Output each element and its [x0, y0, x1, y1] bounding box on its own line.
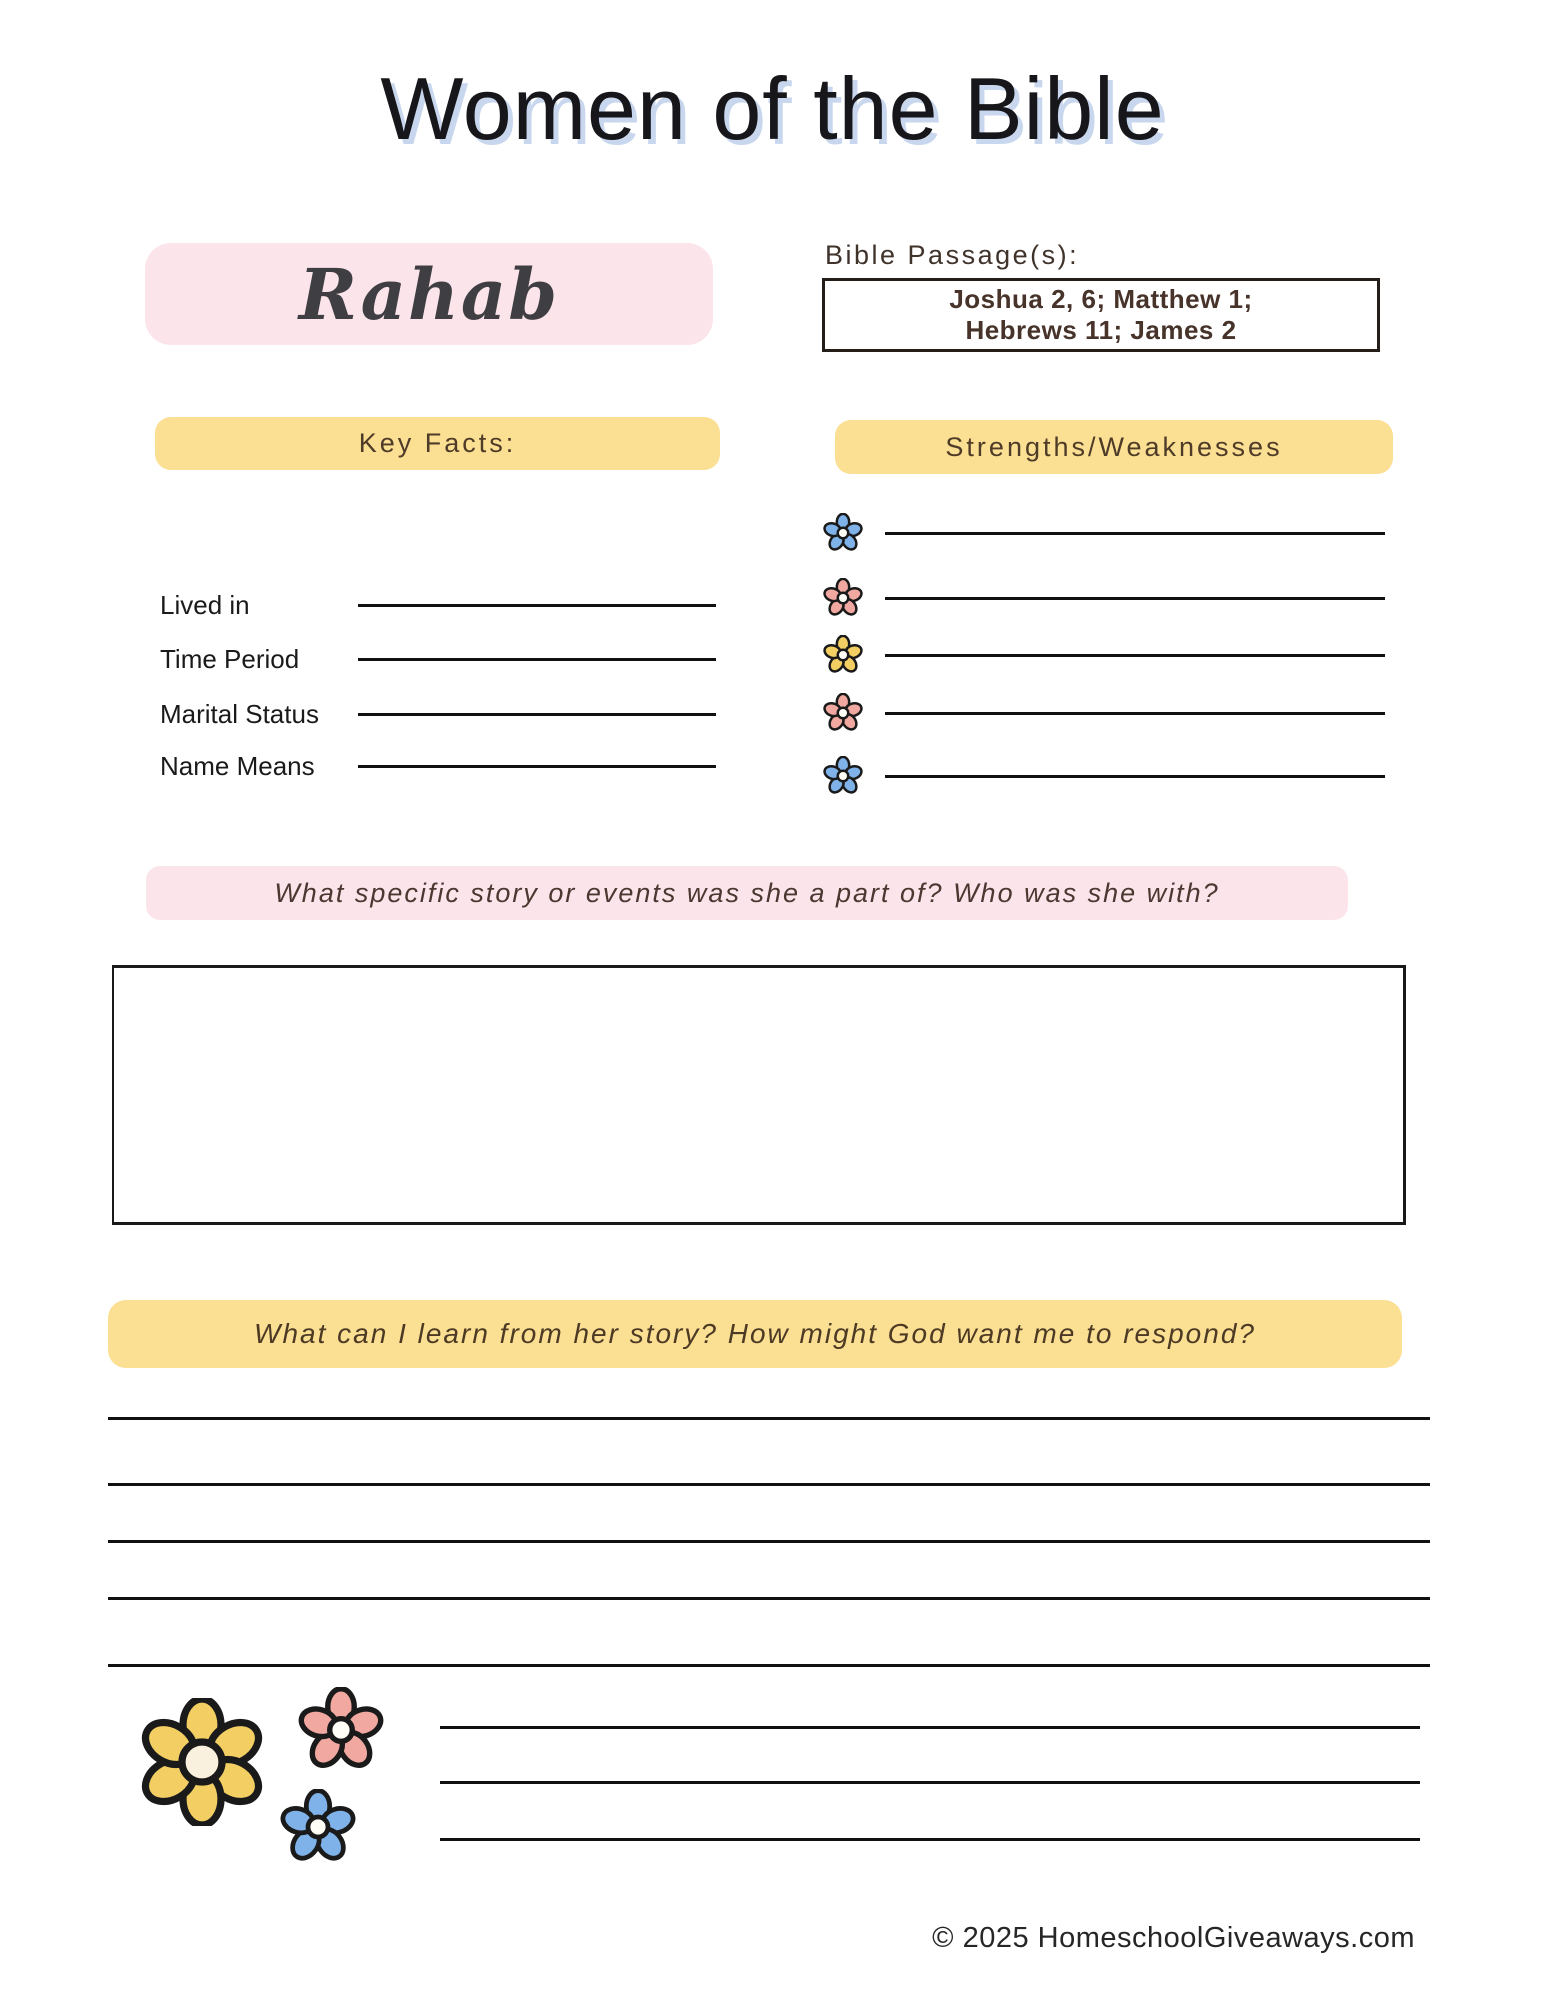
key-facts-row — [160, 637, 716, 681]
strengths-row — [823, 576, 1385, 620]
bible-passages-box — [822, 278, 1380, 352]
strengths-blank-line[interactable] — [885, 532, 1385, 535]
strengths-row — [823, 754, 1385, 798]
key-facts-heading-banner — [155, 417, 720, 470]
strengths-blank-line[interactable] — [885, 775, 1385, 778]
blue-flower-icon — [823, 513, 863, 553]
key-facts-label: Marital Status — [160, 698, 319, 729]
yellow-flower-icon — [823, 635, 863, 675]
woman-name: Rahab — [298, 252, 560, 336]
key-facts-row — [160, 692, 716, 736]
bible-passages-line1: Joshua 2, 6; Matthew 1; — [949, 284, 1253, 315]
key-facts-blank-line[interactable] — [358, 658, 716, 661]
name-banner — [145, 243, 713, 345]
strengths-blank-line[interactable] — [885, 654, 1385, 657]
blue-flower-icon — [280, 1789, 356, 1865]
key-facts-label: Name Means — [160, 750, 315, 781]
bible-passages-line2: Hebrews 11; James 2 — [965, 315, 1237, 345]
strengths-row — [823, 511, 1385, 555]
yellow-flower-icon — [138, 1698, 266, 1826]
reflection-prompt: What can I learn from her story? How might God want me to respond? — [254, 1318, 1256, 1349]
pink-flower-icon — [298, 1687, 384, 1773]
reflection-extra-blank-line[interactable] — [440, 1781, 1420, 1784]
key-facts-blank-line[interactable] — [358, 765, 716, 768]
key-facts-blank-line[interactable] — [358, 604, 716, 607]
reflection-extra-blank-line[interactable] — [440, 1838, 1420, 1841]
reflection-blank-line[interactable] — [108, 1597, 1430, 1600]
strengths-blank-line[interactable] — [885, 597, 1385, 600]
story-prompt-banner — [146, 866, 1348, 920]
reflection-blank-line[interactable] — [108, 1483, 1430, 1486]
reflection-extra-blank-line[interactable] — [440, 1726, 1420, 1729]
pink-flower-icon — [823, 693, 863, 733]
bible-passages-label: Bible Passage(s): — [825, 240, 1080, 270]
key-facts-blank-line[interactable] — [358, 713, 716, 716]
key-facts-row — [160, 583, 716, 627]
strengths-heading: Strengths/Weaknesses — [945, 431, 1283, 462]
strengths-row — [823, 633, 1385, 677]
strengths-blank-line[interactable] — [885, 712, 1385, 715]
reflection-prompt-banner — [108, 1300, 1402, 1368]
key-facts-label: Time Period — [160, 643, 300, 674]
reflection-blank-line[interactable] — [108, 1664, 1430, 1667]
story-answer-box[interactable] — [112, 965, 1406, 1225]
footer-copyright: © 2025 HomeschoolGiveaways.com — [932, 1922, 1415, 1954]
strengths-heading-banner — [835, 420, 1393, 474]
reflection-blank-line[interactable] — [108, 1417, 1430, 1420]
pink-flower-icon — [823, 578, 863, 618]
reflection-blank-line[interactable] — [108, 1540, 1430, 1543]
key-facts-label: Lived in — [160, 589, 250, 620]
story-prompt: What specific story or events was she a part of? Who was she with? — [274, 877, 1220, 908]
blue-flower-icon — [823, 756, 863, 796]
key-facts-heading: Key Facts: — [358, 428, 517, 458]
page-title: Women of the Bible — [380, 59, 1165, 158]
key-facts-row — [160, 744, 716, 788]
strengths-row — [823, 691, 1385, 735]
